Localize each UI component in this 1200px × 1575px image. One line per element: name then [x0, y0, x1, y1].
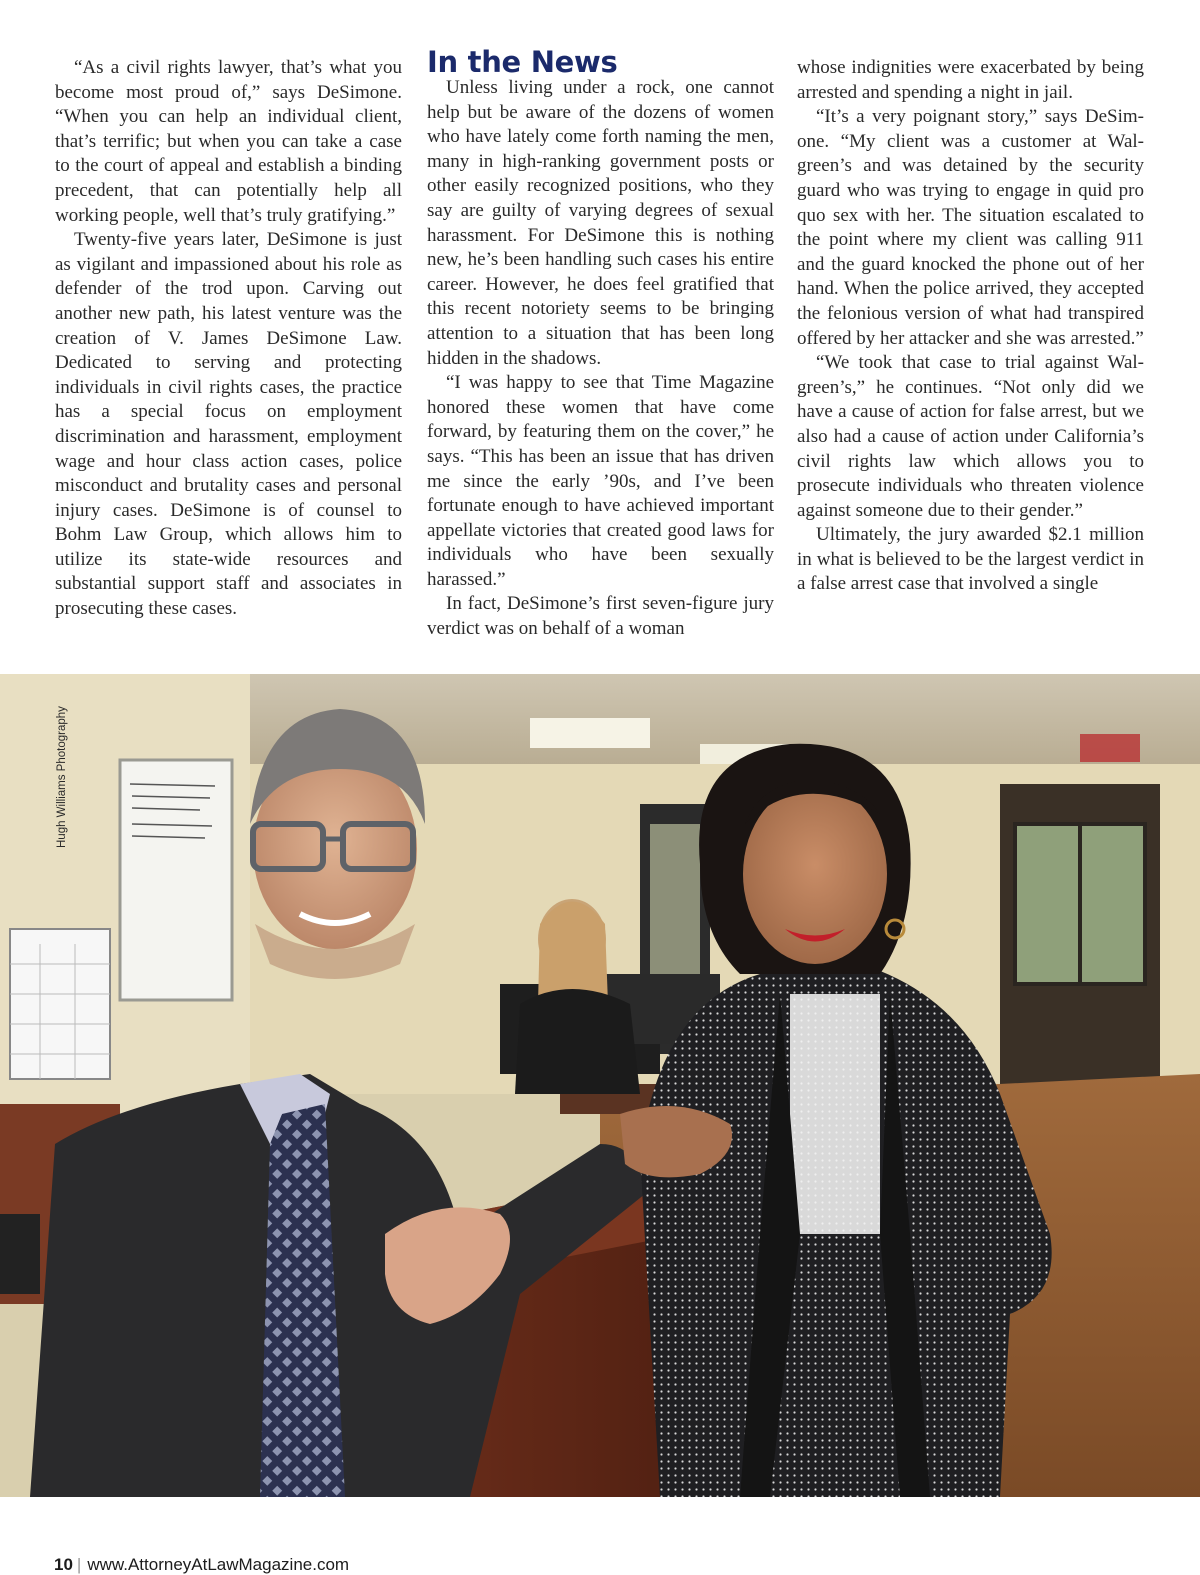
- section-heading: In the News: [427, 45, 618, 79]
- paragraph: Ultimately, the jury awarded $2.1 million in what is believed to be the largest verdict in a false arrest case that involved a single: [797, 524, 1144, 595]
- photo-credit-text: Hugh Williams Photography: [56, 706, 68, 848]
- page-number: 10: [54, 1555, 73, 1574]
- footer-separator: |: [76, 1555, 82, 1574]
- page-footer: [54, 1555, 349, 1575]
- paragraph: Unless living under a rock, one cannot help but be aware of the dozens of women who have lately come forth naming the men, many in high-ranking government posts or other easily recognized positions, who they say are guilty of varying degrees of sexual harassment. For DeSimone this is nothing new, he’s been handling such cases his entire career. However, he does feel gratified that this recent notoriety seems to be bringing attention to a situation that has been long hidden in the shadows.: [427, 77, 774, 369]
- paragraph: “I was happy to see that Time Magazine honored these women that have come forward, by featuring them on the cover,” he says. “This has been an issue that has driven me since the early ’90s, and I’ve been fortunate enough to have achieved important appellate victories that created good laws for individuals who have been sexually harassed.”: [427, 372, 774, 590]
- paragraph: In fact, DeSimone’s first seven-figure jury verdict was on behalf of a woman: [427, 593, 774, 640]
- website-link[interactable]: www.AttorneyAtLawMagazine.com: [87, 1555, 350, 1574]
- paragraph: “We took that case to trial against Walgreen’s,” he continues. “Not only did we have a cause of action for false arrest, but we also had a cause of action under California’s civil rights law which allows you to prosecute individuals who threaten violence against someone due to their gender.”: [797, 352, 1144, 521]
- paragraph-continuation: whose indignities were exacerbated by being arrested and spending a night in jail.: [797, 57, 1144, 103]
- paragraph: Twenty-five years later, DeSimone is just as vigilant and impassioned about his role as defender of the trod upon. Carving out another new path, his latest venture was the creation of V. James DeSimone Law. Dedicated to serving and protecting individuals in civil rights cases, the practice has a special focus on employment discrimination and harassment, employment wage and hour class action cases, police misconduct and brutality cases and personal injury cases. DeSimone is of counsel to Bohm Law Group, which allows him to utilize its state-wide resources and substantial support staff and associates in prosecuting these cases.: [55, 229, 402, 620]
- paragraph: “It’s a very poignant story,” says DeSimone. “My client was a customer at Walgreen’s and was detained by the security guard who was trying to engage in quid pro quo sex with her. The situation escalated to the point where my client was calling 911 and the guard knocked the phone out of her hand. When the police arrived, they accepted the felonious version of what had transpired offered by her attacker and she was arrested.”: [797, 106, 1144, 349]
- paragraph: “As a civil rights lawyer, that’s what you become most proud of,” says DeSimone. “When you can help an individual client, that’s terrific; but when you can take a case to the court of appeal and establish a binding precedent, that can potentially help all working people, well that’s truly gratifying.”: [55, 57, 402, 226]
- article-column-2: [427, 46, 774, 642]
- article-column-1: [55, 56, 402, 622]
- office-photo: [0, 674, 1200, 1497]
- photo-credit: [56, 688, 72, 848]
- article-column-3: [797, 56, 1144, 597]
